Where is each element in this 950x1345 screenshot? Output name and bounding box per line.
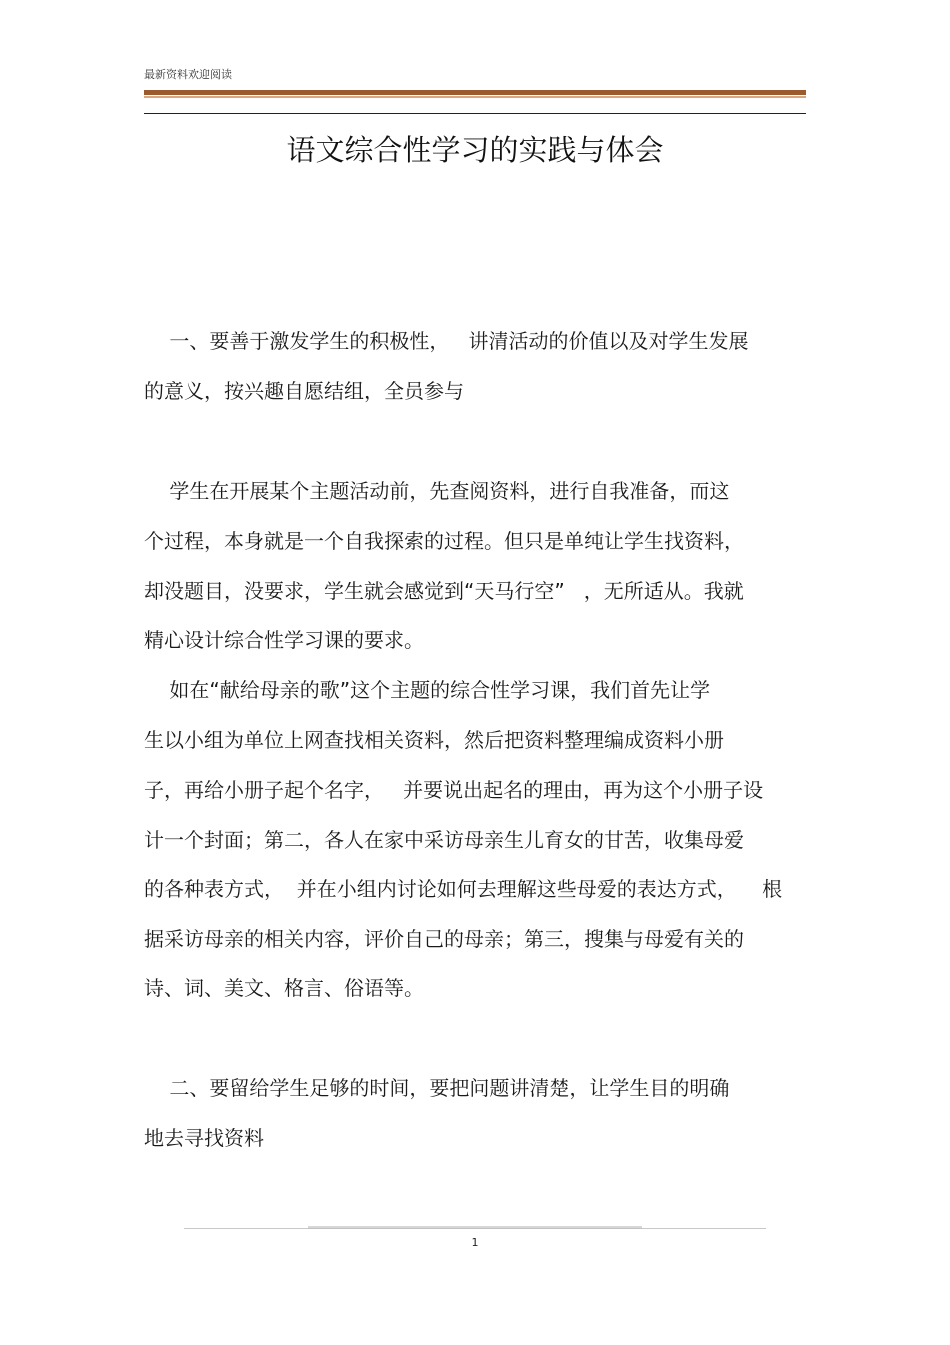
- paragraph-line: 据采访母亲的相关内容，评价自己的母亲；第三，搜集与母爱有关的: [144, 927, 744, 951]
- page-number: 1: [471, 1236, 479, 1249]
- paragraph-line: 学生在开展某个主题活动前，先查阅资料，进行自我准备，而这: [144, 479, 730, 503]
- paragraph-line: 的意义，按兴趣自愿结组，全员参与: [144, 379, 464, 403]
- paragraph-line: 精心设计综合性学习课的要求。: [144, 628, 424, 652]
- paragraph-line: 生以小组为单位上网查找相关资料，然后把资料整理编成资料小册: [144, 728, 724, 752]
- header-rule-thin: [144, 113, 806, 114]
- paragraph-line: 却没题目，没要求，学生就会感觉到“天马行空” ，无所适从。我就: [144, 579, 744, 603]
- paragraph-line: 如在“献给母亲的歌”这个主题的综合性学习课，我们首先让学: [144, 678, 711, 702]
- paragraph-line: 计一个封面；第二，各人在家中采访母亲生儿育女的甘苦，收集母爱: [144, 828, 744, 852]
- page-header-text: 最新资料欢迎阅读: [144, 68, 232, 81]
- header-rule-tan: [144, 96, 806, 98]
- paragraph-line: 诗、词、美文、格言、俗语等。: [144, 976, 424, 1000]
- paragraph-line: 子，再给小册子起个名字， 并要说出起名的理由，再为这个小册子设: [144, 778, 764, 802]
- paragraph-line: 一、要善于激发学生的积极性， 讲清活动的价值以及对学生发展: [144, 329, 749, 353]
- footer-rule-center: [308, 1226, 642, 1229]
- paragraph-line: 地去寻找资料: [144, 1126, 264, 1150]
- paragraph-line: 二、要留给学生足够的时间，要把问题讲清楚，让学生目的明确: [144, 1076, 730, 1100]
- paragraph-line: 的各种表方式， 并在小组内讨论如何去理解这些母爱的表达方式， 根: [144, 877, 783, 901]
- document-title: 语文综合性学习的实践与体会: [286, 133, 664, 167]
- paragraph-line: 个过程，本身就是一个自我探索的过程。但只是单纯让学生找资料，: [144, 529, 744, 553]
- header-rule-brown: [144, 90, 806, 95]
